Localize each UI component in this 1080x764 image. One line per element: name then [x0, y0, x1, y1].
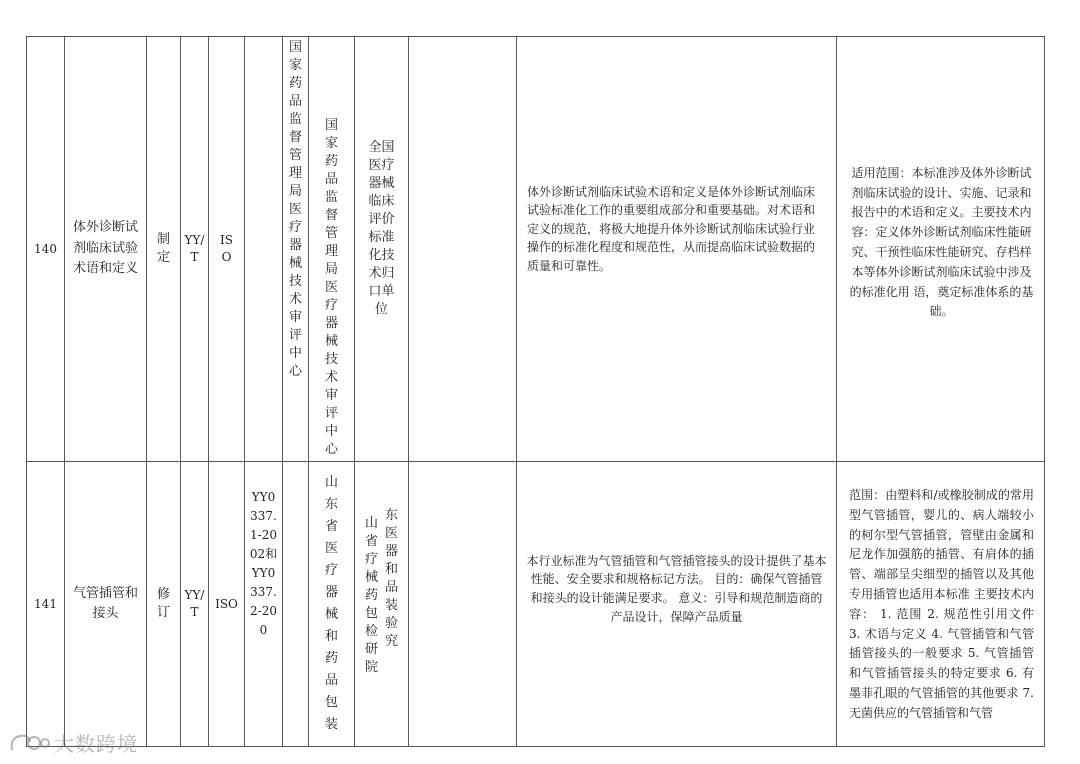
drafting-unit: 山东省医疗器械和药品包装 — [309, 462, 355, 747]
scope-and-content: 范围：由塑料和/或橡胶制成的常用型气管插管，婴儿的、病人端较小的柯尔型气管插管，管壁由金属和尼龙作加强筋的插管、有肩体的插管、端部呈尖细型的插管以及其他专用插管也适用本标准 主要技术内容： 1. 范围 2. 规范性引用文件 3. 术语与定义 4. 气管插管和气管插管接头的一般要求 5. 气管插管和气管插管接头的特定要求 6. 有墨菲孔眼的气管插管的其他要求 7. 无菌供应的气管插管和气管 — [837, 462, 1045, 747]
scope-and-content: 适用范围：本标准涉及体外诊断试剂临床试验的设计、实施、记录和报告中的术语和定义。主要技术内容：定义体外诊断试剂临床性能研究、干预性临床性能研究、存档样本等体外诊断试剂临床试验中涉及的标准化用 语，奠定标准体系的基础。 — [837, 37, 1045, 462]
blank-cell — [409, 462, 517, 747]
watermark-text: 大数跨境 — [54, 732, 138, 756]
proposer-unit: 国家药品监督管理局医疗器械技术审评中心 — [283, 37, 309, 462]
replace-standard: YY0337.1-2002和YY0337.2-200 — [245, 462, 283, 747]
standard-category: YY/T — [181, 37, 209, 462]
standard-name: 气管插管和接头 — [65, 462, 147, 747]
adopt-standard: ISO — [209, 462, 245, 747]
significance: 体外诊断试剂临床试验术语和定义是体外诊断试剂临床试验标准化工作的重要组成部分和重要基础。对术语和定义的规范，将极大地提升体外诊断试剂临床试验行业操作的标准化程度和规范性，从而提高临床试验数据的质量和可靠性。 — [517, 37, 837, 462]
replace-standard — [245, 37, 283, 462]
logo-icon — [8, 730, 50, 756]
standard-type: 修订 — [147, 462, 181, 747]
standards-table — [26, 36, 1045, 747]
standard-name: 体外诊断试剂临床试验术语和定义 — [65, 37, 147, 462]
technical-committee: 全国医疗器械临床评价标准化技术归口单位 — [355, 37, 409, 462]
row-number: 140 — [27, 37, 65, 462]
adopt-standard: ISO — [209, 37, 245, 462]
watermark — [8, 728, 138, 757]
significance: 本行业标准为气管插管和气管插管接头的设计提供了基本性能、安全要求和规格标记方法。 目的：确保气管插管和接头的设计能满足要求。 意义：引导和规范制造商的产品设计，保障产品质量 — [517, 462, 837, 747]
technical-committee: 山省疗械药包检研院 东医器和品装验究 — [355, 462, 409, 747]
row-number: 141 — [27, 462, 65, 747]
table-row — [27, 37, 1045, 462]
blank-cell — [409, 37, 517, 462]
table-row — [27, 462, 1045, 747]
standard-type: 制定 — [147, 37, 181, 462]
standard-category: YY/T — [181, 462, 209, 747]
drafting-unit: 国家药品监督管理局医疗器械技术审评中心 — [309, 37, 355, 462]
proposer-unit — [283, 462, 309, 747]
